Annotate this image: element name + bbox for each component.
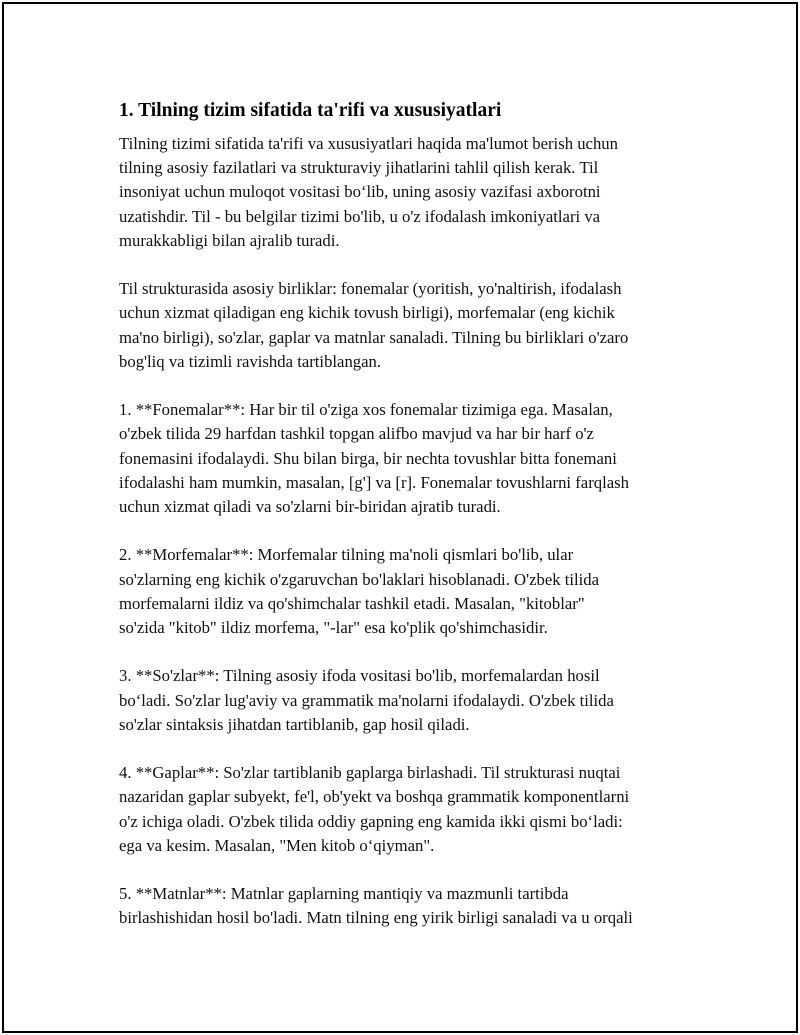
- text-line: o'zbek tilida 29 harfdan tashkil topgan alifbo mavjud va har bir harf o'z: [119, 424, 594, 444]
- text-line: uchun xizmat qiladigan eng kichik tovush birligi), morfemalar (eng kichik: [119, 303, 615, 323]
- paragraph-gaplar: [119, 761, 699, 858]
- text-line: uzatishdir. Til - bu belgilar tizimi bo'lib, u o'z ifodalash imkoniyatlari va: [119, 206, 601, 226]
- section-title: 1. Tilning tizim sifatida ta'rifi va xususiyatlari: [119, 100, 502, 121]
- paragraph-fonemalar: [119, 398, 699, 519]
- text-line: 5. **Matnlar**: Matnlar gaplarning mantiqiy va mazmunli tartibda: [119, 884, 569, 904]
- text-line: so'zida "kitob" ildiz morfema, "-lar" esa ko'plik qo'shimchasidir.: [119, 618, 548, 638]
- text-line: Tilning tizimi sifatida ta'rifi va xususiyatlari haqida ma'lumot berish uchun: [119, 134, 618, 153]
- text-line: uchun xizmat qiladi va so'zlarni bir-biridan ajratib turadi.: [119, 497, 501, 517]
- text-line: bo‘ladi. So'zlar lug'aviy va grammatik ma'nolarni ifodalaydi. O'zbek tilida: [119, 690, 614, 710]
- paragraph-structure: [119, 277, 699, 374]
- text-line: 3. **So'zlar**: Tilning asosiy ifoda vositasi bo'lib, morfemalardan hosil: [119, 666, 600, 686]
- paragraph-intro: [119, 132, 699, 253]
- paragraph-morfemalar: [119, 543, 699, 640]
- text-line: bog'liq va tizimli ravishda tartiblangan.: [119, 351, 382, 371]
- text-line: morfemalarni ildiz va qo'shimchalar tashkil etadi. Masalan, "kitoblar": [119, 593, 585, 613]
- text-line: Til strukturasida asosiy birliklar: fonemalar (yoritish, yo'naltirish, ifodalash: [119, 279, 622, 299]
- paragraph-sozlar: [119, 664, 699, 737]
- text-line: birlashishidan hosil bo'ladi. Matn tilning eng yirik birligi sanaladi va u orqali: [119, 908, 633, 928]
- text-line: so'zlar sintaksis jihatdan tartiblanib, gap hosil qiladi.: [119, 714, 470, 734]
- text-line: o'z ichiga oladi. O'zbek tilida oddiy gapning eng kamida ikki qismi bo‘ladi:: [119, 811, 623, 831]
- text-line: ma'no birligi), so'zlar, gaplar va matnlar sanaladi. Tilning bu birliklari o'zaro: [119, 327, 629, 347]
- text-line: so'zlarning eng kichik o'zgaruvchan bo'laklari hisoblanadi. O'zbek tilida: [119, 569, 600, 589]
- text-line: insoniyat uchun muloqot vositasi bo‘lib, uning asosiy vazifasi axborotni: [119, 182, 601, 202]
- text-line: nazaridan gaplar subyekt, fe'l, ob'yekt va boshqa grammatik komponentlarni: [119, 787, 630, 807]
- text-line: fonemasini ifodalaydi. Shu bilan birga, bir nechta tovushlar bitta fonemani: [119, 448, 617, 468]
- document-content: [119, 98, 699, 931]
- text-line: 2. **Morfemalar**: Morfemalar tilning ma'noli qismlari bo'lib, ular: [119, 545, 574, 565]
- text-line: 4. **Gaplar**: So'zlar tartiblanib gaplarga birlashadi. Til strukturasi nuqtai: [119, 763, 621, 783]
- text-line: tilning asosiy fazilatlari va strukturaviy jihatlarini tahlil qilish kerak. Til: [119, 158, 599, 178]
- text-line: ega va kesim. Masalan, "Men kitob o‘qiyman".: [119, 835, 435, 855]
- paragraph-matnlar: [119, 882, 699, 930]
- document-page: [2, 2, 798, 1033]
- text-line: murakkabligi bilan ajralib turadi.: [119, 230, 340, 250]
- text-line: ifodalashi ham mumkin, masalan, [g'] va [r]. Fonemalar tovushlarni farqlash: [119, 472, 629, 492]
- text-line: 1. **Fonemalar**: Har bir til o'ziga xos fonemalar tizimiga ega. Masalan,: [119, 400, 613, 420]
